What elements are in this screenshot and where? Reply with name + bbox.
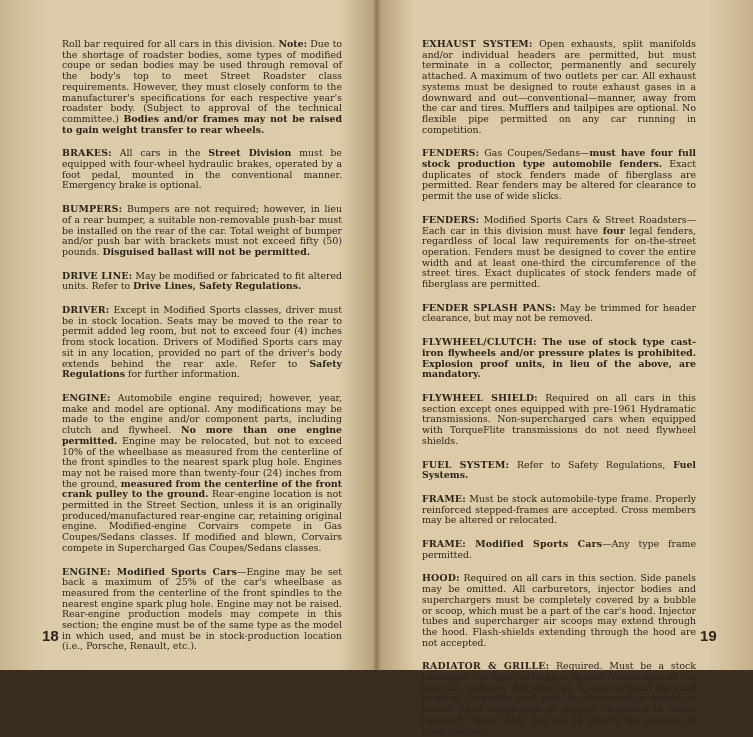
rule-paragraph: [62, 306, 342, 381]
rule-paragraph: [422, 304, 696, 325]
rule-paragraph: [62, 568, 342, 654]
rule-emphasis: Street Division: [208, 148, 292, 160]
rule-paragraph: [422, 394, 696, 448]
rule-heading: FLYWHEEL SHIELD:: [422, 392, 538, 404]
rule-text: legal fenders, regardless of local law requirements for on-the-street operation. Fenders must be designed to cover the entire width and at least one-third the circumference of the street tires. Exact duplicates of stock fenders made of fiberglass are permitted.: [422, 225, 696, 291]
rule-heading: FUEL SYSTEM:: [422, 459, 510, 471]
rule-emphasis: must have four full stock production type automobile fenders.: [422, 148, 696, 171]
rule-text: Required. Must be a stock passenger car-type, as large in overall frontal area as the original radiator, mounted in a conventional forward location. Radiator shell may be shortened in height to permit hood installation or ground clearance in street roadster classes only, but not to exceed the amount of body channel.: [422, 661, 696, 737]
rule-text: Required on all cars in this section. Side panels may be omitted. All carburetors, injector bodies and superchargers must be completely covered by a bubble or scoop, which must be a part of the car's hood. Injector tubes and supercharger air scoops may extend through the hood. Flash-shields extending through the hood are not accepted.: [422, 573, 696, 649]
rule-paragraph: [62, 394, 342, 555]
rule-section: [62, 272, 342, 293]
rule-section: [422, 540, 696, 561]
rule-text: must be equipped with four-wheel hydraulic brakes, operated by a foot pedal, mounted in the conventional manner. Emergency brake is optional.: [62, 148, 342, 192]
rule-text: May be trimmed for header clearance, but may not be removed.: [422, 302, 696, 325]
rule-text: —Engine may be set back a maximum of 25% of the car's wheelbase as measured from the centerline of the front spindles to the nearest engine spark plug hole. Engine may not be raised. Rear-engine production models may compete in this section; the engine must be of the same type as the model in which used, and must be in stock-production location (i.e., Porsche, Renault, etc.).: [62, 566, 342, 653]
rule-text: Except in Modified Sports classes, driver must be in stock location. Seats may be moved to the rear to permit added leg room, but not to exceed four (4) inches from stock location. Drivers of Modified Sports cars may sit in any location, provided no part of the driver's body extends behind the rear axle. Refer to: [62, 305, 342, 370]
rule-heading: HOOD:: [422, 573, 460, 585]
rule-paragraph: [422, 40, 696, 136]
page-number-right: 19: [700, 628, 717, 645]
rule-emphasis: The use of stock type cast-iron flywheels and/or pressure plates is prohibited. Explosion proof units, in lieu of the above, are mandatory.: [422, 337, 696, 381]
rule-heading: RADIATOR & GRILLE:: [422, 661, 550, 673]
rule-heading: FENDERS:: [422, 148, 480, 160]
rule-text: Roll bar required for all cars in this division.: [62, 39, 279, 50]
rule-section: [422, 495, 696, 527]
rule-heading: FENDER SPLASH PANS:: [422, 302, 556, 314]
rule-heading: ENGINE: Modified Sports Cars: [62, 566, 238, 578]
rule-text: Modified Sports Cars & Street Roadsters—Each car in this division must have: [422, 214, 696, 237]
rule-text: Engine may be relocated, but not to exceed 10% of the wheelbase as measured from the centerline of the front spindles to the nearest spark plug hole. Engines may not be raised more than twenty-four (24) inches from the ground,: [62, 435, 342, 490]
rule-paragraph: [62, 272, 342, 293]
rule-heading: FENDERS:: [422, 214, 480, 226]
rule-text: —Any type frame permitted.: [422, 539, 696, 561]
rule-section: [62, 568, 342, 654]
rule-emphasis: Safety Regulations: [62, 358, 342, 381]
rule-text: May be modified or fabricated to fit altered units. Refer to: [62, 270, 342, 293]
rule-paragraph: [422, 461, 696, 482]
rule-text: Automobile engine required; however, year, make and model are optional. Any modifications may be made to the engine and/or component parts, including clutch and flywheel.: [62, 392, 342, 437]
rule-text: Open exhausts, split manifolds and/or individual headers are permitted, but must terminate in a collector, permanently and securely attached. A maximum of two outlets per car. All exhaust systems must be designed to route exhaust gases in a downward and out—conventional—manner, away from the car and tires. Mufflers and tailpipes are optional. No flexible pipe permitted on any car running in competition.: [422, 39, 696, 136]
rule-section: [422, 662, 696, 737]
rule-section: [422, 394, 696, 448]
rule-emphasis: Bodies and/or frames may not be raised to gain weight transfer to rear wheels.: [62, 113, 343, 136]
rule-heading: ENGINE:: [62, 392, 111, 404]
rule-heading: FRAME: Modified Sports Cars: [422, 539, 603, 551]
rule-section: [62, 149, 342, 192]
rule-section: [422, 338, 696, 381]
rule-heading: FLYWHEEL/CLUTCH:: [422, 337, 537, 349]
rule-section: [422, 574, 696, 649]
rule-section: [62, 205, 342, 259]
rule-section: [62, 306, 342, 381]
rule-heading: DRIVER:: [62, 305, 110, 317]
rule-text: Exact duplicates of stock fenders made of fiberglass are permitted. Rear fenders may be altered for clearance to permit the use of wide slicks.: [422, 159, 697, 203]
rule-emphasis: Drive Lines, Safety Regulations.: [133, 281, 302, 293]
rule-emphasis: No more than one engine permitted.: [62, 425, 342, 447]
rule-section: [62, 40, 342, 136]
rule-heading: DRIVE LINE:: [62, 270, 133, 282]
rule-heading: FRAME:: [422, 493, 466, 505]
rule-section: [422, 304, 696, 325]
rule-paragraph: [422, 662, 696, 737]
rule-text: Refer to Safety Regulations,: [509, 459, 674, 471]
rule-emphasis: Fuel Systems.: [422, 459, 696, 482]
rule-emphasis: measured from the centerline of the front crank pulley to the ground.: [62, 478, 342, 501]
rule-paragraph: [62, 40, 342, 136]
rule-paragraph: [422, 540, 696, 561]
rule-paragraph: [422, 338, 696, 381]
rule-text: Rear-engine location is not permitted in the Street Section, unless it is an originally produced/manufactured rear-engine car, retaining original engine. Modified-engine Corvairs compete in Gas Coupes/Sedans classes. If modified and blown, Corvairs compete in Supercharged Gas Coupes/Sedans classes.: [62, 489, 342, 554]
rule-section: [422, 149, 696, 203]
rule-heading: BUMPERS:: [62, 204, 123, 216]
rule-heading: BRAKES:: [62, 148, 112, 160]
rule-emphasis: four: [602, 225, 625, 237]
rule-text: Gas Coupes/Sedans—: [479, 148, 590, 160]
rule-heading: EXHAUST SYSTEM:: [422, 39, 533, 50]
page-number-left: 18: [42, 628, 59, 645]
rule-emphasis: Note:: [278, 39, 308, 50]
rule-paragraph: [62, 149, 342, 192]
rule-text: Must be stock automobile-type frame. Properly reinforced stepped-frames are accepted. Cross members may be altered or relocated.: [422, 493, 696, 527]
rule-section: [62, 394, 342, 555]
rule-section: [422, 461, 696, 482]
left-page: [62, 40, 342, 660]
rule-text: for further information.: [125, 369, 240, 381]
rule-paragraph: [422, 495, 696, 527]
rule-emphasis: Disguised ballast will not be permitted.: [102, 246, 311, 258]
rule-paragraph: [62, 205, 342, 259]
rule-text: All cars in the: [111, 148, 209, 160]
rule-text: Due to the shortage of roadster bodies, some types of modified coupe or sedan bodies may be used through removal of the body's top to meet Street Roadster class requirements. However, they must closely conform to the manufacturer's specifications for each respective year's roadster body. (Subject to approval of the technical committee.): [62, 39, 342, 125]
rule-text: Required on all cars in this section except ones equipped with pre-1961 Hydramatic transmissions. Non-supercharged cars when equipped with TorqueFlite transmissions do not need flywheel shields.: [422, 392, 696, 447]
right-page: [422, 39, 697, 737]
rule-paragraph: [422, 574, 696, 649]
rule-text: Bumpers are not required; however, in lieu of a rear bumper, a suitable non-removable push-bar must be installed on the rear of the car. Total weight of bumper and/or push bar with brackets must not exceed fifty (50) pounds.: [62, 204, 342, 258]
rule-paragraph: [422, 149, 696, 203]
rule-section: [422, 40, 696, 136]
rule-section: [422, 216, 696, 291]
rule-paragraph: [422, 216, 696, 291]
